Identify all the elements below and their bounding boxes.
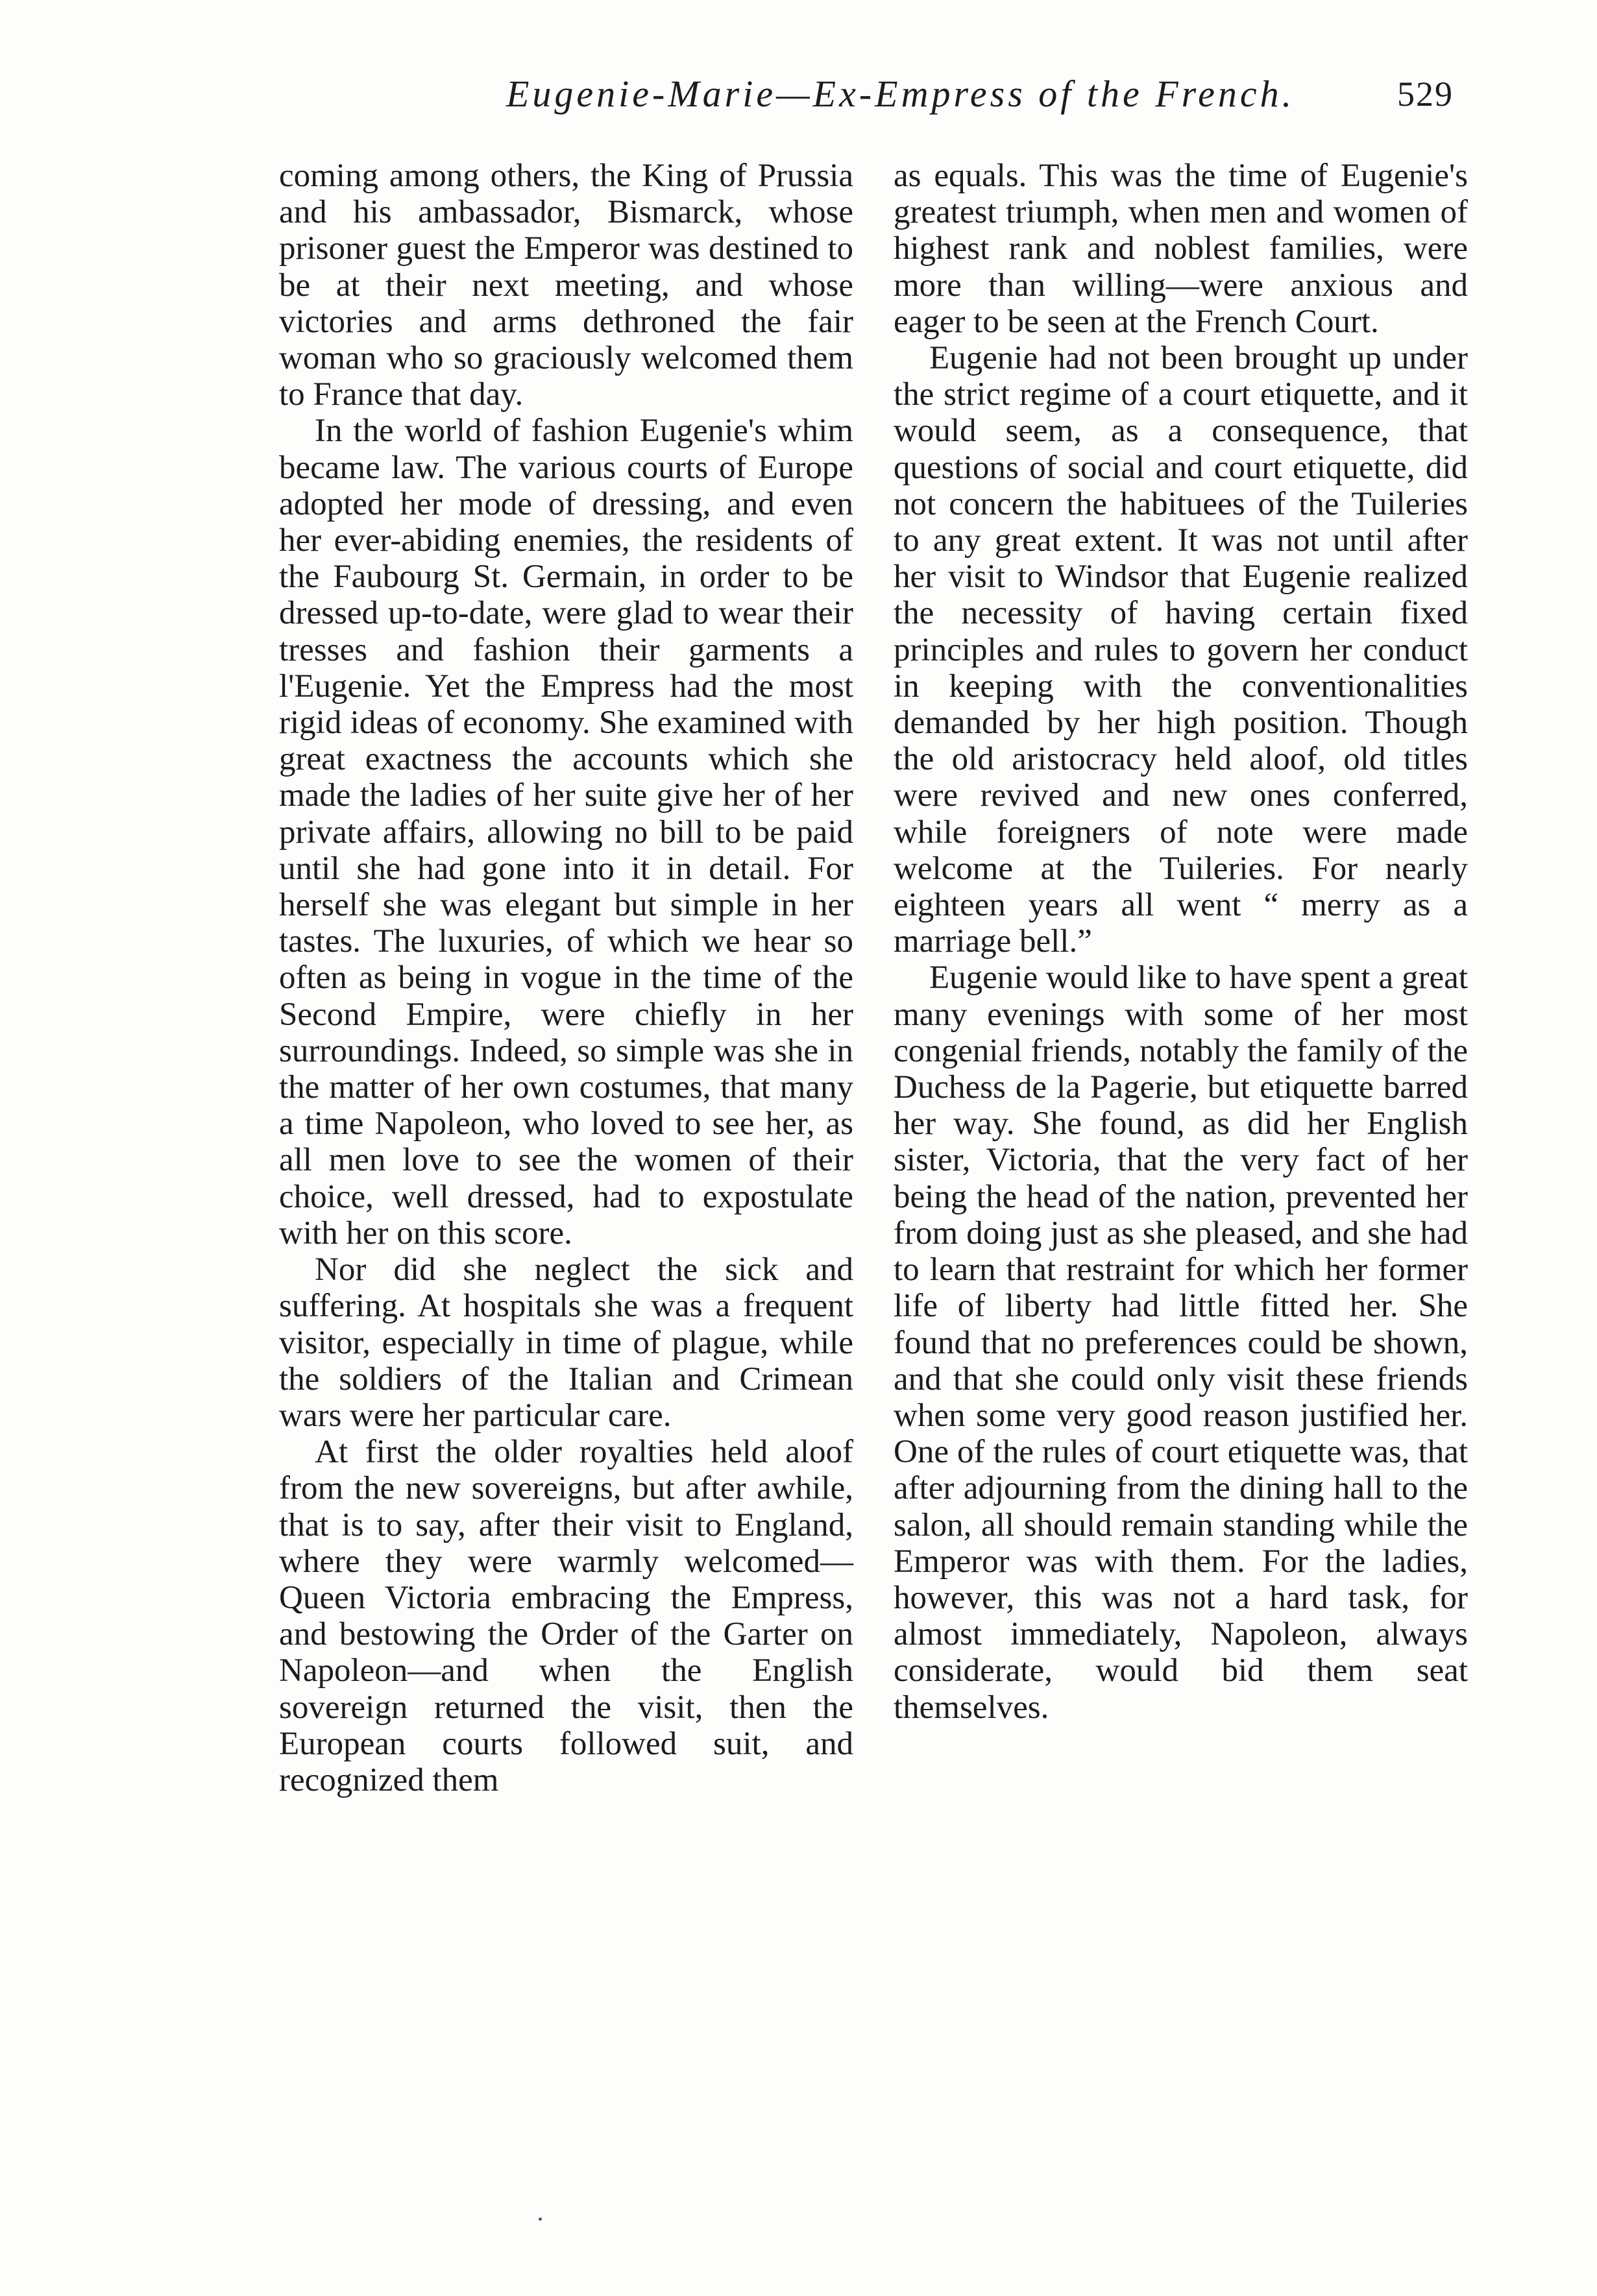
page-number: 529: [1397, 75, 1454, 114]
running-title: Eugenie-Marie—Ex-Empress of the French.: [506, 73, 1295, 115]
paragraph: Nor did she neglect the sick and suffering. At hospitals she was a frequent visitor, especially in time of plague, while the soldiers of the Italian and Crimean wars were her particular care.: [279, 1251, 853, 1434]
paragraph: Eugenie had not been brought up under the strict regime of a court etiquette, and it would seem, as a consequence, that questions of social and court etiquette, did not concern the habituees of the Tuileries to any great extent. It was not until after her visit to Windsor that Eugenie realized the necessity of having certain fixed principles and rules to govern her conduct in keeping with the conventionalities demanded by her high position. Though the old aristocracy held aloof, old titles were revived and new ones conferred, while foreigners of note were made welcome at the Tuileries. For nearly eighteen years all went “ merry as a marriage bell.”: [894, 340, 1468, 960]
paragraph: At first the older royalties held aloof from the new sovereigns, but after awhile, that is to say, after their visit to England, where they were warmly welcomed—Queen Victoria embracing the Empress, and bestowing the Order of the Garter on Napoleon—and when the English sovereign returned the visit, then the European courts followed suit, and recognized them: [279, 1434, 853, 1798]
page-header: [279, 62, 1454, 133]
paragraph: coming among others, the King of Prussia and his ambassador, Bismarck, whose prisoner guest the Emperor was destined to be at their next meeting, and whose victories and arms dethroned the fair woman who so graciously welcomed them to France that day.: [279, 158, 853, 413]
paragraph: as equals. This was the time of Eugenie's greatest triumph, when men and women of highest rank and noblest families, were more than willing—were anxious and eager to be seen at the French Court.: [894, 158, 1468, 340]
paragraph: In the world of fashion Eugenie's whim became law. The various courts of Europe adopted her mode of dressing, and even her ever-abiding enemies, the residents of the Faubourg St. Germain, in order to be dressed up-to-date, were glad to wear their tresses and fashion their garments a l'Eugenie. Yet the Empress had the most rigid ideas of economy. She examined with great exactness the accounts which she made the ladies of her suite give her of her private affairs, allowing no bill to be paid until she had gone into it in detail. For herself she was elegant but simple in her tastes. The luxuries, of which we hear so often as being in vogue in the time of the Second Empire, were chiefly in her surroundings. Indeed, so simple was she in the matter of her own costumes, that many a time Napoleon, who loved to see her, as all men love to see the women of their choice, well dressed, had to expostulate with her on this score.: [279, 413, 853, 1251]
paragraph: Eugenie would like to have spent a great many evenings with some of her most congenial friends, notably the family of the Duchess de la Pagerie, but etiquette barred her way. She found, as did her English sister, Victoria, that the very fact of her being the head of the nation, prevented her from doing just as she pleased, and she had to learn that restraint for which her former life of liberty had little fitted her. She found that no preferences could be shown, and that she could only visit these friends when some very good reason justified her. One of the rules of court etiquette was, that after adjourning from the dining hall to the salon, all should remain standing while the Emperor was with them. For the ladies, however, this was not a hard task, for almost immediately, Napoleon, always considerate, would bid them seat themselves.: [894, 960, 1468, 1726]
right-column: [894, 158, 1468, 1726]
left-column: [279, 158, 853, 1798]
print-speck: [539, 2217, 542, 2221]
